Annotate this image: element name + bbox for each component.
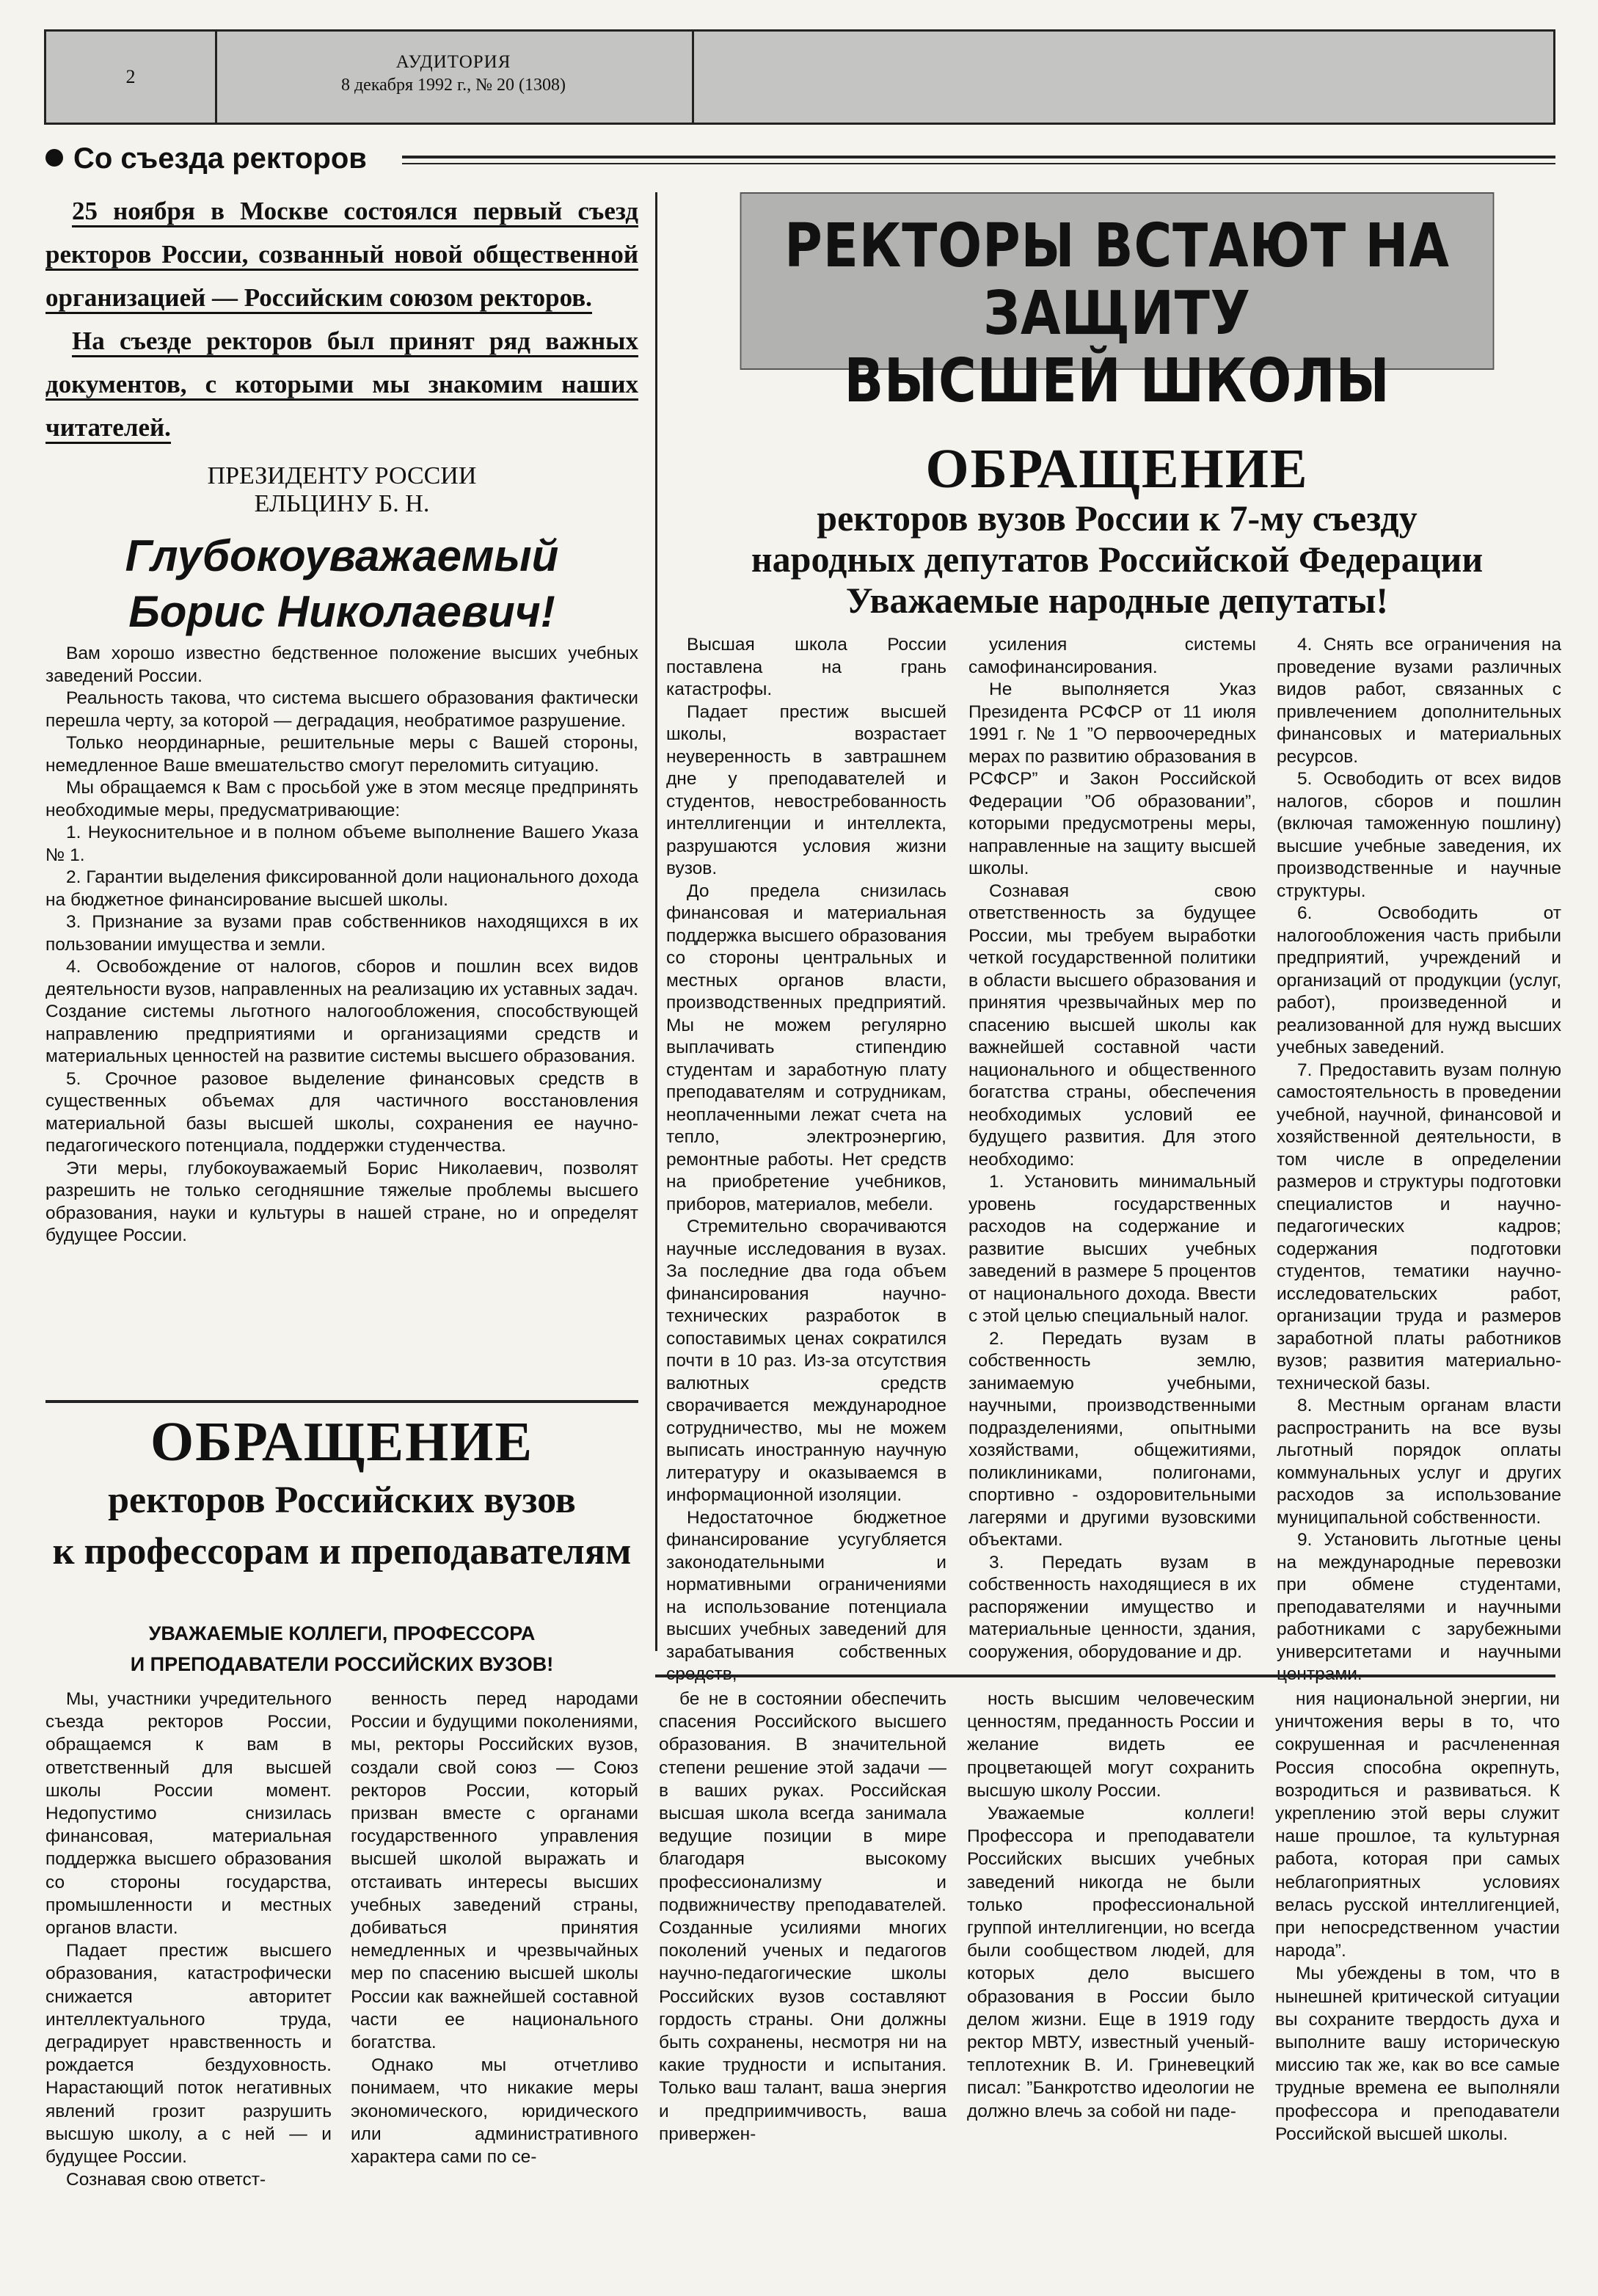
paragraph: 4. Снять все ограничения на проведение вузами различных видов работ, связанных с привлечением дополнительных финансовых и материальных ресурсов. [1277, 635, 1561, 767]
addressee-line: ЕЛЬЦИНУ Б. Н. [254, 490, 430, 517]
address-line: И ПРЕПОДАВАТЕЛИ РОССИЙСКИХ ВУЗОВ! [130, 1653, 554, 1675]
paragraph: Высшая школа России поставлена на грань катастрофы. [666, 635, 946, 699]
paragraph: Стремительно сворачиваются научные исследования в вузах. За последние два года объем финансирования научно-технических разработок в сопоставимых ценах сократился почти в 10 раз. Из-за отсутствия валютных средств сворачивается международное сотрудничество, мы не можем выписать иностранную научную литературу и оказываемся в информационной изоляции. [666, 1217, 946, 1505]
paragraph: 7. Предоставить вузам полную самостоятельность в проведении учебной, научной, финансовой и хозяйственной деятельности, в том числе в определении размеров и структуры подготовки специалистов и научно-педагогических кадров; содержания подготовки студентов, тематики научно-исследовательских работ, организации труда и размеров заработной платы работников вузов; развития материально-технической базы. [1277, 1060, 1561, 1393]
page-number: 2 [46, 32, 217, 123]
appeal-deputies-heading [679, 440, 1555, 621]
paragraph: Однако мы отчетливо понимаем, что никакие меры экономического, юридического или административного характера сами по се- [351, 2055, 638, 2168]
paragraph: 8. Местным органам власти распространить на все вузы льготный порядок оплаты коммунальных услуг и других расходов за использование муниципальной собственности. [1277, 1396, 1561, 1528]
column-divider [655, 192, 657, 1651]
paragraph: Падает престиж высшей школы, возрастает неуверенность в завтрашнем дне у преподавателей и студентов, невостребованность интеллигенции и интеллекта, разрушаются условия жизни вузов. [666, 701, 946, 878]
paragraph: усиления системы самофинансирования. [968, 635, 1256, 677]
appeal-subtitle: ректоров вузов России к 7-му съезду [817, 498, 1418, 539]
letter-paragraph: Мы обращаемся к Вам с просьбой уже в этом месяце предпринять необходимые меры, предусматривающие: [45, 778, 638, 820]
section-rule [655, 1674, 1555, 1677]
appeal-professors-heading [45, 1409, 638, 1578]
addressee-line: ПРЕЗИДЕНТУ РОССИИ [207, 462, 477, 489]
letter-paragraph: 1. Неукоснительное и в полном объеме выполнение Вашего Указа № 1. [45, 823, 638, 865]
intro-paragraph: На съезде ректоров был принят ряд важных документов, с которыми мы знакомим наших читателей. [45, 327, 638, 444]
paragraph: 6. Освободить от налогообложения часть прибыли предприятий, учреждений и организаций от продукции (услуг, работ), произведенной и реализованной для нужд высших учебных заведений. [1277, 903, 1561, 1057]
publication-name: АУДИТОРИЯ [395, 52, 511, 72]
issue-date: 8 декабря 1992 г., № 20 (1308) [340, 76, 566, 95]
section-rubric [45, 142, 367, 175]
appeal-professors-col3 [659, 1688, 946, 2146]
paragraph: Сознавая свою ответст- [66, 2170, 266, 2190]
greeting [45, 528, 638, 640]
paragraph: 9. Установить льготные цены на международные перевозки при обмене студентами, преподавателями и научными работниками с зарубежными университетами и научными [1277, 1530, 1561, 1662]
paragraph: венность перед народами России и будущими поколениями, мы, ректоры Российских вузов, создали свой союз — Союз ректоров России, который призван вместе с органами государственного управления высшей школой выражать и отстаивать интересы высших учебных заведений страны, добиваться принятия немедленных и чрезвычайных мер по спасению высшей школы России как важнейшей составной части ее национального богатства. [351, 1689, 638, 2053]
paragraph: Недостаточное бюджетное финансирование усугубляется законодательными и нормативными ограничениями на использование потенциала высших учебных заведений для зарабатывания собственных [666, 1507, 946, 1662]
appeal-professors-col2 [351, 1688, 638, 2168]
paragraph: До предела снизилась финансовая и материальная поддержка высшего образования со стороны центральных и местных органов власти, производственных предприятий. Мы не можем регулярно выплачивать стипендию студентам и заработную плату преподавателям и сотрудникам, неоплаченными лежат счета на тепло, электроэнергию, ремонтные работы. Нет средств на приобретение учебников, приборов, материалов, мебели. [666, 881, 946, 1214]
intro-paragraph: 25 ноября в Москве состоялся первый съезд ректоров России, созванный новой общественной организацией — Российским союзом ректоров. [45, 197, 638, 314]
addressee [45, 462, 638, 518]
paragraph: 1. Установить минимальный уровень государственных расходов на содержание и развитие высших учебных заведений в размере 5 процентов от национального дохода. Ввести с этой целью специальный налог. [968, 1172, 1256, 1326]
letter-paragraph: Только неординарные, решительные меры с Вашей стороны, немедленное Ваше вмешательство смогут переломить ситуацию. [45, 733, 638, 776]
appeal-subtitle: ректоров Российских вузов [108, 1479, 576, 1521]
paragraph: ния национальной энергии, ни уничтожения веры в то, что сокрушенная и расчлененная Россия способна окрепнуть, возродиться и развиваться. К укреплению этой веры служит наше прошлое, та культурная работа, которая при самых неблагоприятных условиях велась русской интеллигенцией, при непосредственном участии народа”. [1275, 1689, 1560, 1961]
letter-president-body [45, 643, 638, 1247]
appeal-title: ОБРАЩЕНИЕ [925, 438, 1309, 500]
appeal-professors-col1 [45, 1688, 332, 2191]
paragraph: 3. Передать вузам в собственность находящиеся в их распоряжении имущество и материальные ценности, здания, сооружения, оборудование и др. [968, 1552, 1256, 1662]
appeal-deputies-col2 [968, 634, 1256, 1663]
rubric-rule [402, 156, 1555, 158]
paragraph: Падает престиж высшего образования, катастрофически снижается авторитет интеллектуального труда, деградирует нравственность и рождается бездуховность. Нарастающий поток негативных явлений грозит разрушить высшую школу, а с ней — и будущее России. [45, 1941, 332, 2168]
letter-paragraph: 3. Признание за вузами прав собственников находящихся в их пользовании имущества и земли. [45, 912, 638, 955]
letter-paragraph: 4. Освобождение от налогов, сборов и пошлин всех видов деятельности вузов, направленных на реализацию их уставных задач. Создание системы льготного налогообложения, способствующей направлению предприятиями и организациями средств и материальных ценностей на развитие системы высшего образования. [45, 957, 638, 1066]
bullet-icon [45, 149, 63, 167]
appeal-subtitle: к профессорам и преподавателям [52, 1531, 632, 1572]
letter-paragraph: Вам хорошо известно бедственное положение высших учебных заведений России. [45, 644, 638, 686]
letter-paragraph: 5. Срочное разовое выделение финансовых средств в существенных объемах для частичного восстановления материальной базы высшей школы, сохранения ее научно-педагогического потенциала, поддержки студенчества. [45, 1068, 638, 1156]
rubric-text: Со съезда ректоров [73, 142, 367, 175]
appeal-deputies-col1 [666, 634, 946, 1686]
appeal-deputies-col3 [1277, 634, 1561, 1686]
appeal-title: ОБРАЩЕНИЕ [150, 1411, 534, 1473]
masthead [44, 29, 1555, 125]
paragraph: Мы убеждены в том, что в нынешней критической ситуации вы сохраните твердость духа и выполните вашу историческую миссию так же, как во все самые трудные времена ее выполняли профессора и преподаватели Российской высшей школы. [1275, 1964, 1560, 2144]
rubric-rule-thin [402, 163, 1555, 164]
greeting-line: Глубокоуважаемый [125, 531, 559, 580]
paragraph: Сознавая свою ответственность за будущее России, мы требуем выработки четкой государственной политики в области высшего образования и принятия чрезвычайных мер по спасению высшей школы как важнейшей составной части национального и общественного богатства страны, обеспечения необходимых условий ее будущего развития. Для этого необходимо: [968, 881, 1256, 1170]
paragraph: ность высшим человеческим ценностям, преданность России и желание видеть ее процветающей могут сохранить высшую школу России. [967, 1689, 1255, 1801]
headline-banner [740, 192, 1495, 416]
paragraph: Мы, участники учредительного съезда ректоров России, обращаемся к вам в ответственный для высшей школы России момент. Недопустимо снизилась финансовая, материальная поддержка высшего образования со стороны государства, промышленности и местных органов власти. [45, 1689, 332, 1939]
appeal-professors-col5 [1275, 1688, 1560, 2146]
paragraph: 2. Передать вузам в собственность землю, занимаемую учебными, научными, производственными подразделениями, опытными хозяйствами, общежитиями, поликлиниками, полигонами, спортивно - оздоровительными лагерями и другими вузовскими объектами. [968, 1328, 1256, 1550]
letter-paragraph: Эти меры, глубокоуважаемый Борис Николаевич, позволят разрешить не только сегодняшние тяжелые проблемы высшего образования, науки и культуры в нашей стране, но и определят будущее России. [45, 1158, 638, 1245]
appeal-professors-col4 [967, 1688, 1255, 2123]
section-rule [45, 1400, 638, 1403]
letter-paragraph: Реальность такова, что система высшего образования фактически перешла черту, за которой — деградация, необратимое разрушение. [45, 688, 638, 731]
banner-line: РЕКТОРЫ ВСТАЮТ НА ЗАЩИТУ [784, 211, 1450, 349]
appeal-address [45, 1618, 638, 1680]
letter-paragraph: 2. Гарантии выделения фиксированной доли национального дохода на бюджетное финансирование высшей школы. [45, 867, 638, 910]
appeal-subtitle: Уважаемые народные депутаты! [845, 580, 1389, 621]
paragraph: Не выполняется Указ Президента РСФСР от 11 июля 1991 г. № 1 ”О первоочередных мерах по развитию образования в РСФСР” и Закон Российской Федерации ”Об образовании”, которыми предусмотрены меры, направленные на защиту высшей школы. [968, 679, 1256, 878]
paragraph: 5. Освободить от всех видов налогов, сборов и пошлин (включая таможенную пошлину) высшие учебные заведения, их производственные и научные структуры. [1277, 769, 1561, 901]
greeting-line: Борис Николаевич! [128, 587, 555, 636]
banner-line: ВЫСШЕЙ ШКОЛЫ [844, 346, 1390, 416]
intro-lead [45, 189, 638, 449]
paragraph: Уважаемые коллеги! Профессора и преподаватели Российских высших учебных заведений никогда не были только профессиональной группой интеллигенции, но всегда были сообществом людей, для которых дело высшего образования в России было делом жизни. Еще в 1919 году ректор МВТУ, известный ученый-теплотехник В. И. Гриневецкий писал: ”Банкротство идеологии не должно влечь за собой ни паде- [967, 1804, 1255, 2121]
address-line: УВАЖАЕМЫЕ КОЛЛЕГИ, ПРОФЕССОРА [148, 1622, 536, 1644]
publication-block [215, 32, 694, 123]
appeal-subtitle: народных депутатов Российской Федерации [751, 539, 1484, 580]
paragraph: бе не в состоянии обеспечить спасения Российского высшего образования. В значительной степени решение этой задачи — в ваших руках. Российская высшая школа всегда занимала ведущие позиции в мире благодаря высокому профессионализму и подвижничеству преподавателей. Созданные усилиями многих поколений ученых и педагогов научно-педагогические школы Российских вузов составляют гордость страны. Они должны быть сохранены, несмотря ни на какие трудности и испытания. Только ваш талант, ваша энергия и предприимчивость, ваша привержен- [659, 1689, 946, 2144]
